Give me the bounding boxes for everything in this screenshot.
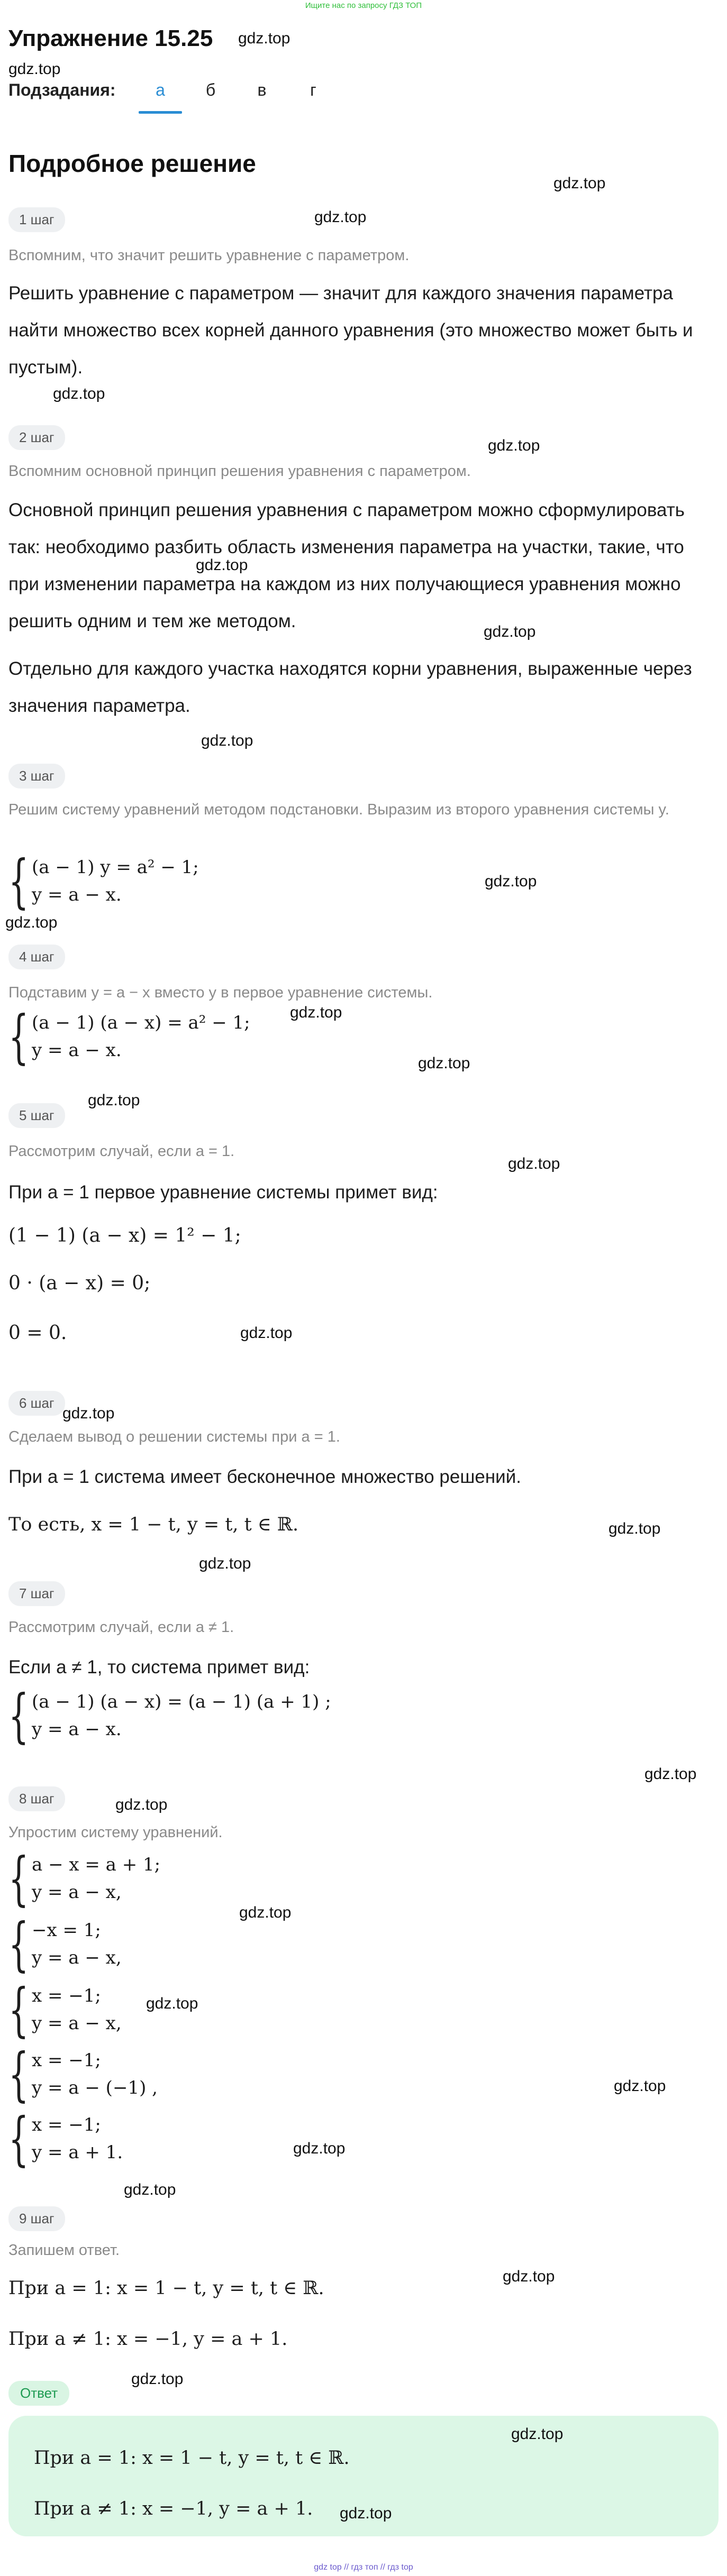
equation-line: (1 − 1) (a − x) = 1² − 1;	[8, 1225, 241, 1246]
answer-line: При a = 1: x = 1 − t, y = t, t ∈ ℝ.	[34, 2447, 350, 2469]
equation: y = a − x,	[32, 1947, 122, 1968]
equation: a − x = a + 1;	[32, 1854, 161, 1875]
brace: {	[8, 1976, 29, 2043]
tab-b[interactable]: б	[205, 80, 216, 99]
step-text-2: То есть, x = 1 − t, y = t, t ∈ ℝ.	[8, 1514, 299, 1535]
equation: x = −1;	[32, 1985, 101, 2006]
equation: y = a − (−1) ,	[32, 2077, 158, 2098]
watermark: gdz.top	[293, 2140, 346, 2157]
step-chip: 5 шаг	[8, 1103, 65, 1128]
watermark: gdz.top	[238, 30, 290, 47]
step-chip: 8 шаг	[8, 1786, 65, 1811]
brace: {	[8, 1003, 29, 1070]
step-chip: 2 шаг	[8, 425, 65, 450]
equation: y = a − x.	[32, 1719, 122, 1740]
equation: (a − 1) y = a² − 1;	[32, 857, 199, 878]
step-text: Основной принцип решения уравнения с параметром можно сформулировать так: необходимо разбить область изменения параметра на участки, такие, что при изменении параметра на каждом из них получающиеся уравнения можно решить одним и тем же методом.	[8, 500, 685, 631]
step-chip: 4 шаг	[8, 945, 65, 969]
tab-v[interactable]: в	[257, 80, 267, 99]
watermark: gdz.top	[88, 1092, 140, 1109]
step-hint: Вспомним, что значит решить уравнение с параметром.	[8, 247, 410, 264]
watermark: gdz.top	[553, 175, 606, 192]
watermark: gdz.top	[614, 2077, 666, 2095]
equation: (a − 1) (a − x) = a² − 1;	[32, 1012, 250, 1033]
step-text: Если a ≠ 1, то система примет вид:	[8, 1657, 310, 1677]
step-hint: Вспомним основной принцип решения уравнения с параметром.	[8, 463, 471, 480]
watermark: gdz.top	[240, 1324, 293, 1342]
equation: y = a − x.	[32, 1040, 122, 1061]
step-chip: 1 шаг	[8, 207, 65, 232]
equation-system	[8, 1910, 122, 1978]
step-chip: 7 шаг	[8, 1581, 65, 1606]
equation-system	[8, 1845, 161, 1912]
watermark: gdz.top	[239, 1904, 292, 1921]
brace: {	[8, 1910, 29, 1978]
step-chip: 9 шаг	[8, 2206, 65, 2231]
watermark: gdz.top	[131, 2370, 184, 2388]
watermark: gdz.top	[508, 1155, 560, 1172]
brace: {	[8, 1682, 29, 1749]
step-hint: Решим систему уравнений методом подстановки. Выразим из второго уравнения системы y.	[8, 801, 669, 818]
tab-a[interactable]: а	[156, 80, 165, 99]
equation: y = a − x,	[32, 2013, 122, 2034]
watermark: gdz.top	[8, 60, 61, 78]
equation-system	[8, 2040, 158, 2108]
watermark: gdz.top	[511, 2425, 564, 2443]
watermark: gdz.top	[418, 1055, 470, 1072]
section-title: Подробное решение	[8, 150, 256, 177]
step-text-2: При a ≠ 1: x = −1, y = a + 1.	[8, 2329, 288, 2350]
watermark: gdz.top	[199, 1555, 251, 1572]
top-promo-note[interactable]: Ищите нас по запросу ГДЗ ТОП	[305, 1, 422, 10]
brace: {	[8, 2105, 29, 2172]
equation-system	[8, 847, 199, 915]
watermark: gdz.top	[488, 437, 540, 454]
equation: −x = 1;	[32, 1920, 101, 1941]
watermark: gdz.top	[485, 873, 537, 890]
equation: y = a + 1.	[32, 2142, 123, 2163]
equation-system	[8, 1976, 122, 2043]
equation-line: 0 = 0.	[8, 1322, 67, 1344]
step-hint: Подставим y = a − x вместо y в первое уравнение системы.	[8, 984, 433, 1001]
watermark: gdz.top	[53, 385, 105, 402]
equation-system	[8, 1682, 331, 1749]
page-title: Упражнение 15.25	[8, 25, 213, 51]
watermark: gdz.top	[115, 1796, 168, 1813]
watermark: gdz.top	[124, 2181, 176, 2198]
step-hint: Упростим систему уравнений.	[8, 1824, 223, 1841]
watermark: gdz.top	[314, 208, 367, 226]
step-text: Решить уравнение с параметром — значит для каждого значения параметра найти множество всех корней данного уравнения (это множество может быть и пустым).	[8, 283, 693, 378]
watermark: gdz.top	[340, 2505, 392, 2522]
answer-chip: Ответ	[8, 2381, 69, 2406]
watermark: gdz.top	[146, 1995, 198, 2012]
step-hint: Рассмотрим случай, если a ≠ 1.	[8, 1619, 234, 1636]
watermark: gdz.top	[484, 623, 536, 640]
subtasks-label: Подзадания:	[8, 80, 116, 99]
watermark: gdz.top	[608, 1520, 661, 1537]
equation: x = −1;	[32, 2114, 101, 2135]
step-hint: Рассмотрим случай, если a = 1.	[8, 1143, 235, 1160]
equation-system	[8, 1003, 250, 1070]
step-chip: 6 шаг	[8, 1391, 65, 1416]
watermark: gdz.top	[196, 556, 248, 574]
tab-g[interactable]: г	[310, 80, 316, 99]
equation: y = a − x,	[32, 1882, 122, 1903]
watermark: gdz.top	[62, 1405, 115, 1422]
step-text: При a = 1 система имеет бесконечное множество решений.	[8, 1466, 522, 1487]
equation: y = a − x.	[32, 884, 122, 905]
answer-line: При a ≠ 1: x = −1, y = a + 1.	[34, 2498, 313, 2519]
watermark: gdz.top	[5, 914, 58, 931]
active-tab-indicator	[139, 111, 182, 114]
equation-system	[8, 2105, 123, 2172]
step-text: При a = 1: x = 1 − t, y = t, t ∈ ℝ.	[8, 2278, 324, 2299]
watermark: gdz.top	[290, 1004, 342, 1021]
step-hint: Запишем ответ.	[8, 2242, 120, 2259]
equation: (a − 1) (a − x) = (a − 1) (a + 1) ;	[32, 1691, 331, 1712]
equation-line: 0 · (a − x) = 0;	[8, 1272, 151, 1294]
brace: {	[8, 2040, 29, 2108]
brace: {	[8, 847, 29, 915]
watermark: gdz.top	[644, 1765, 697, 1783]
step-hint: Сделаем вывод о решении системы при a = 1.	[8, 1428, 340, 1445]
equation: x = −1;	[32, 2050, 101, 2071]
step-text: При a = 1 первое уравнение системы примет вид:	[8, 1182, 438, 1203]
step-chip: 3 шаг	[8, 764, 65, 789]
step-text-2: Отдельно для каждого участка находятся корни уравнения, выраженные через значения параметра.	[8, 658, 692, 716]
watermark: gdz.top	[201, 732, 253, 749]
brace: {	[8, 1845, 29, 1912]
footer-links[interactable]: gdz top // гдз топ // гдз top	[314, 2563, 413, 2572]
watermark: gdz.top	[503, 2268, 555, 2285]
